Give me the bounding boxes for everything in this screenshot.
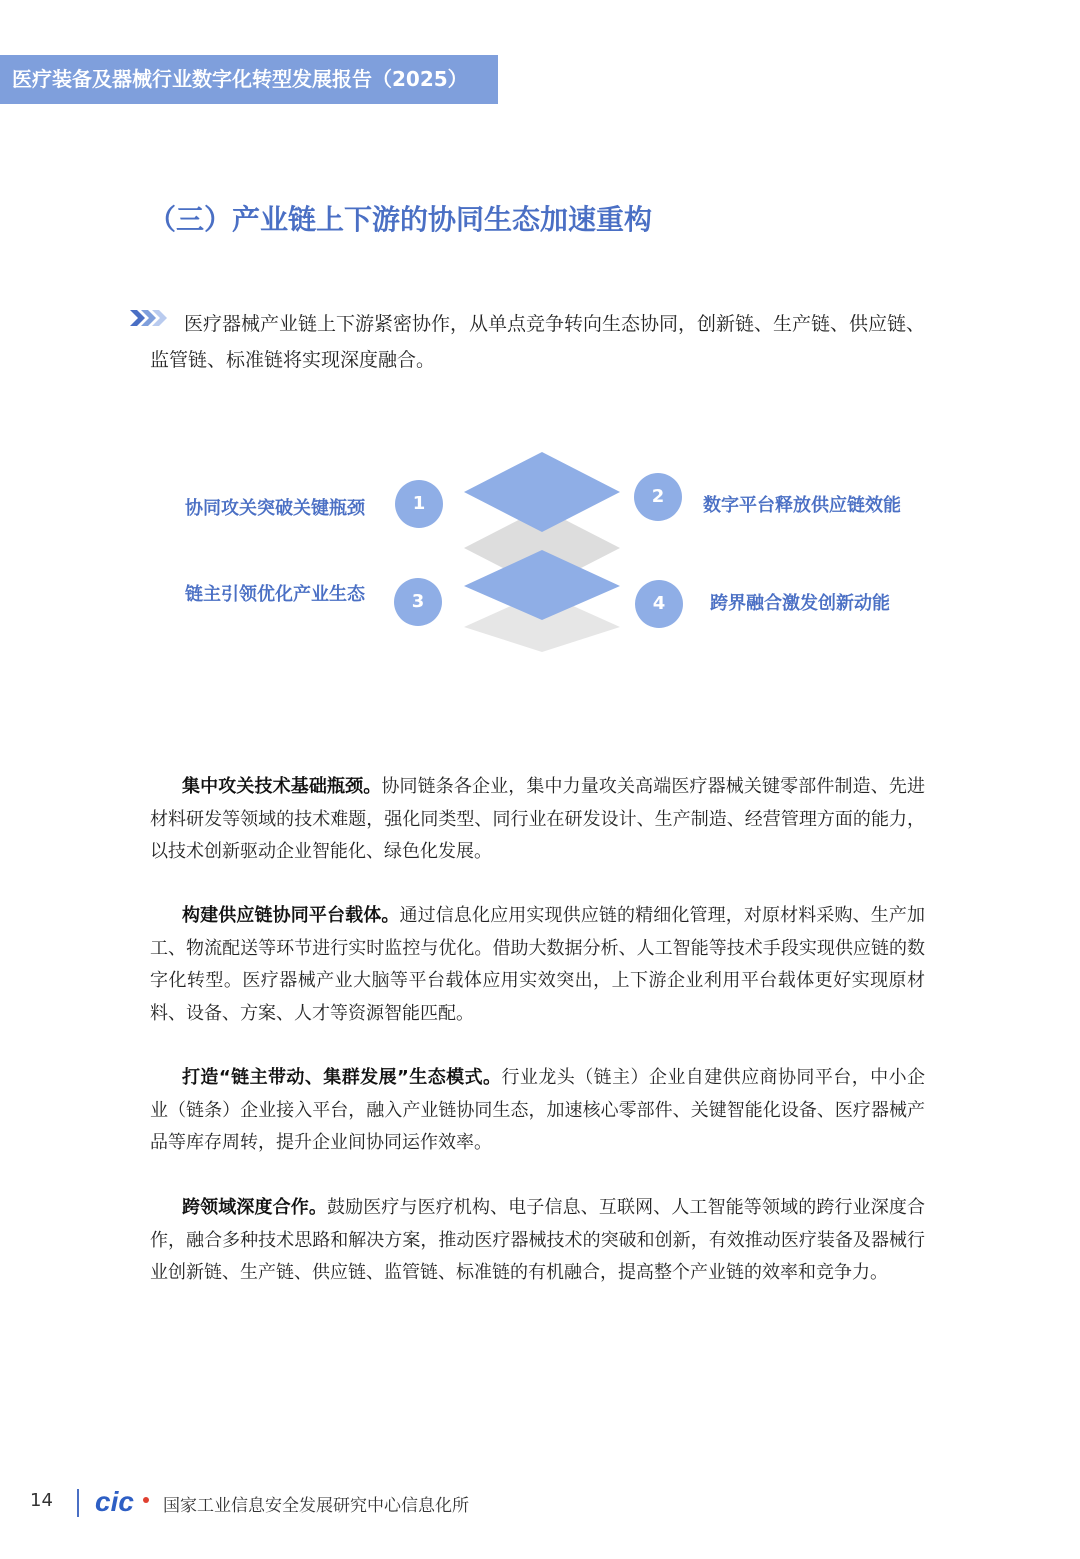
paragraph-2-lead: 构建供应链协同平台载体。 <box>182 905 400 926</box>
synergy-diagram <box>0 440 1080 670</box>
paragraph-1-body: 协同链条各企业，集中力量攻关高端医疗器械关键零部件制造、先进材料研发等领域的技术难题，强化同类型、同行业在研发设计、生产制造、经营管理方面的能力，以技术创新驱动企业智能化、绿色化发展。 <box>150 776 925 862</box>
diagram-number-3: 3 <box>394 578 442 626</box>
report-title: 医疗装备及器械行业数字化转型发展报告（2025） <box>12 67 468 91</box>
paragraph-3 <box>150 1062 925 1160</box>
paragraph-4-lead: 跨领域深度合作。 <box>182 1197 327 1218</box>
paragraph-4-body: 鼓励医疗与医疗机构、电子信息、互联网、人工智能等领域的跨行业深度合作，融合多种技术思路和解决方案，推动医疗器械技术的突破和创新，有效推动医疗装备及器械行业创新链、生产链、供应链、监管链、标准链的有机融合，提高整个产业链的效率和竞争力。 <box>150 1197 925 1283</box>
diagram-number-1: 1 <box>395 480 443 528</box>
diagram-label-1: 协同攻关突破关键瓶颈 <box>185 498 365 519</box>
page-number: 14 <box>30 1490 53 1511</box>
cic-logo-icon <box>95 1486 155 1516</box>
diagram-number-4: 4 <box>635 580 683 628</box>
paragraph-2 <box>150 900 925 1030</box>
footer-organization: 国家工业信息安全发展研究中心信息化所 <box>163 1496 469 1516</box>
header-band <box>0 55 498 104</box>
stacked-diamonds-graphic <box>460 448 624 658</box>
intro-text: 医疗器械产业链上下游紧密协作，从单点竞争转向生态协同，创新链、生产链、供应链、监管链、标准链将实现深度融合。 <box>150 313 926 371</box>
paragraph-3-lead: 打造“链主带动、集群发展”生态模式。 <box>182 1067 502 1088</box>
diagram-label-3: 链主引领优化产业生态 <box>185 584 365 605</box>
paragraph-4 <box>150 1192 925 1290</box>
paragraph-3-body: 行业龙头（链主）企业自建供应商协同平台，中小企业（链条）企业接入平台，融入产业链协同生态，加速核心零部件、关键智能化设备、医疗器械产品等库存周转，提升企业间协同运作效率。 <box>150 1067 925 1153</box>
svg-text:cic: cic <box>95 1486 134 1516</box>
section-title: （三）产业链上下游的协同生态加速重构 <box>148 203 653 236</box>
diagram-label-2: 数字平台释放供应链效能 <box>703 495 901 516</box>
diagram-number-2: 2 <box>634 473 682 521</box>
paragraph-2-body: 通过信息化应用实现供应链的精细化管理，对原材料采购、生产加工、物流配送等环节进行实时监控与优化。借助大数据分析、人工智能等技术手段实现供应链的数字化转型。医疗器械产业大脑等平台载体应用实效突出，上下游企业利用平台载体更好实现原材料、设备、方案、人才等资源智能匹配。 <box>150 905 925 1024</box>
diagram-label-4: 跨界融合激发创新动能 <box>710 593 890 614</box>
footer-divider <box>77 1489 79 1517</box>
paragraph-1 <box>150 771 925 869</box>
paragraph-1-lead: 集中攻关技术基础瓶颈。 <box>182 776 382 797</box>
